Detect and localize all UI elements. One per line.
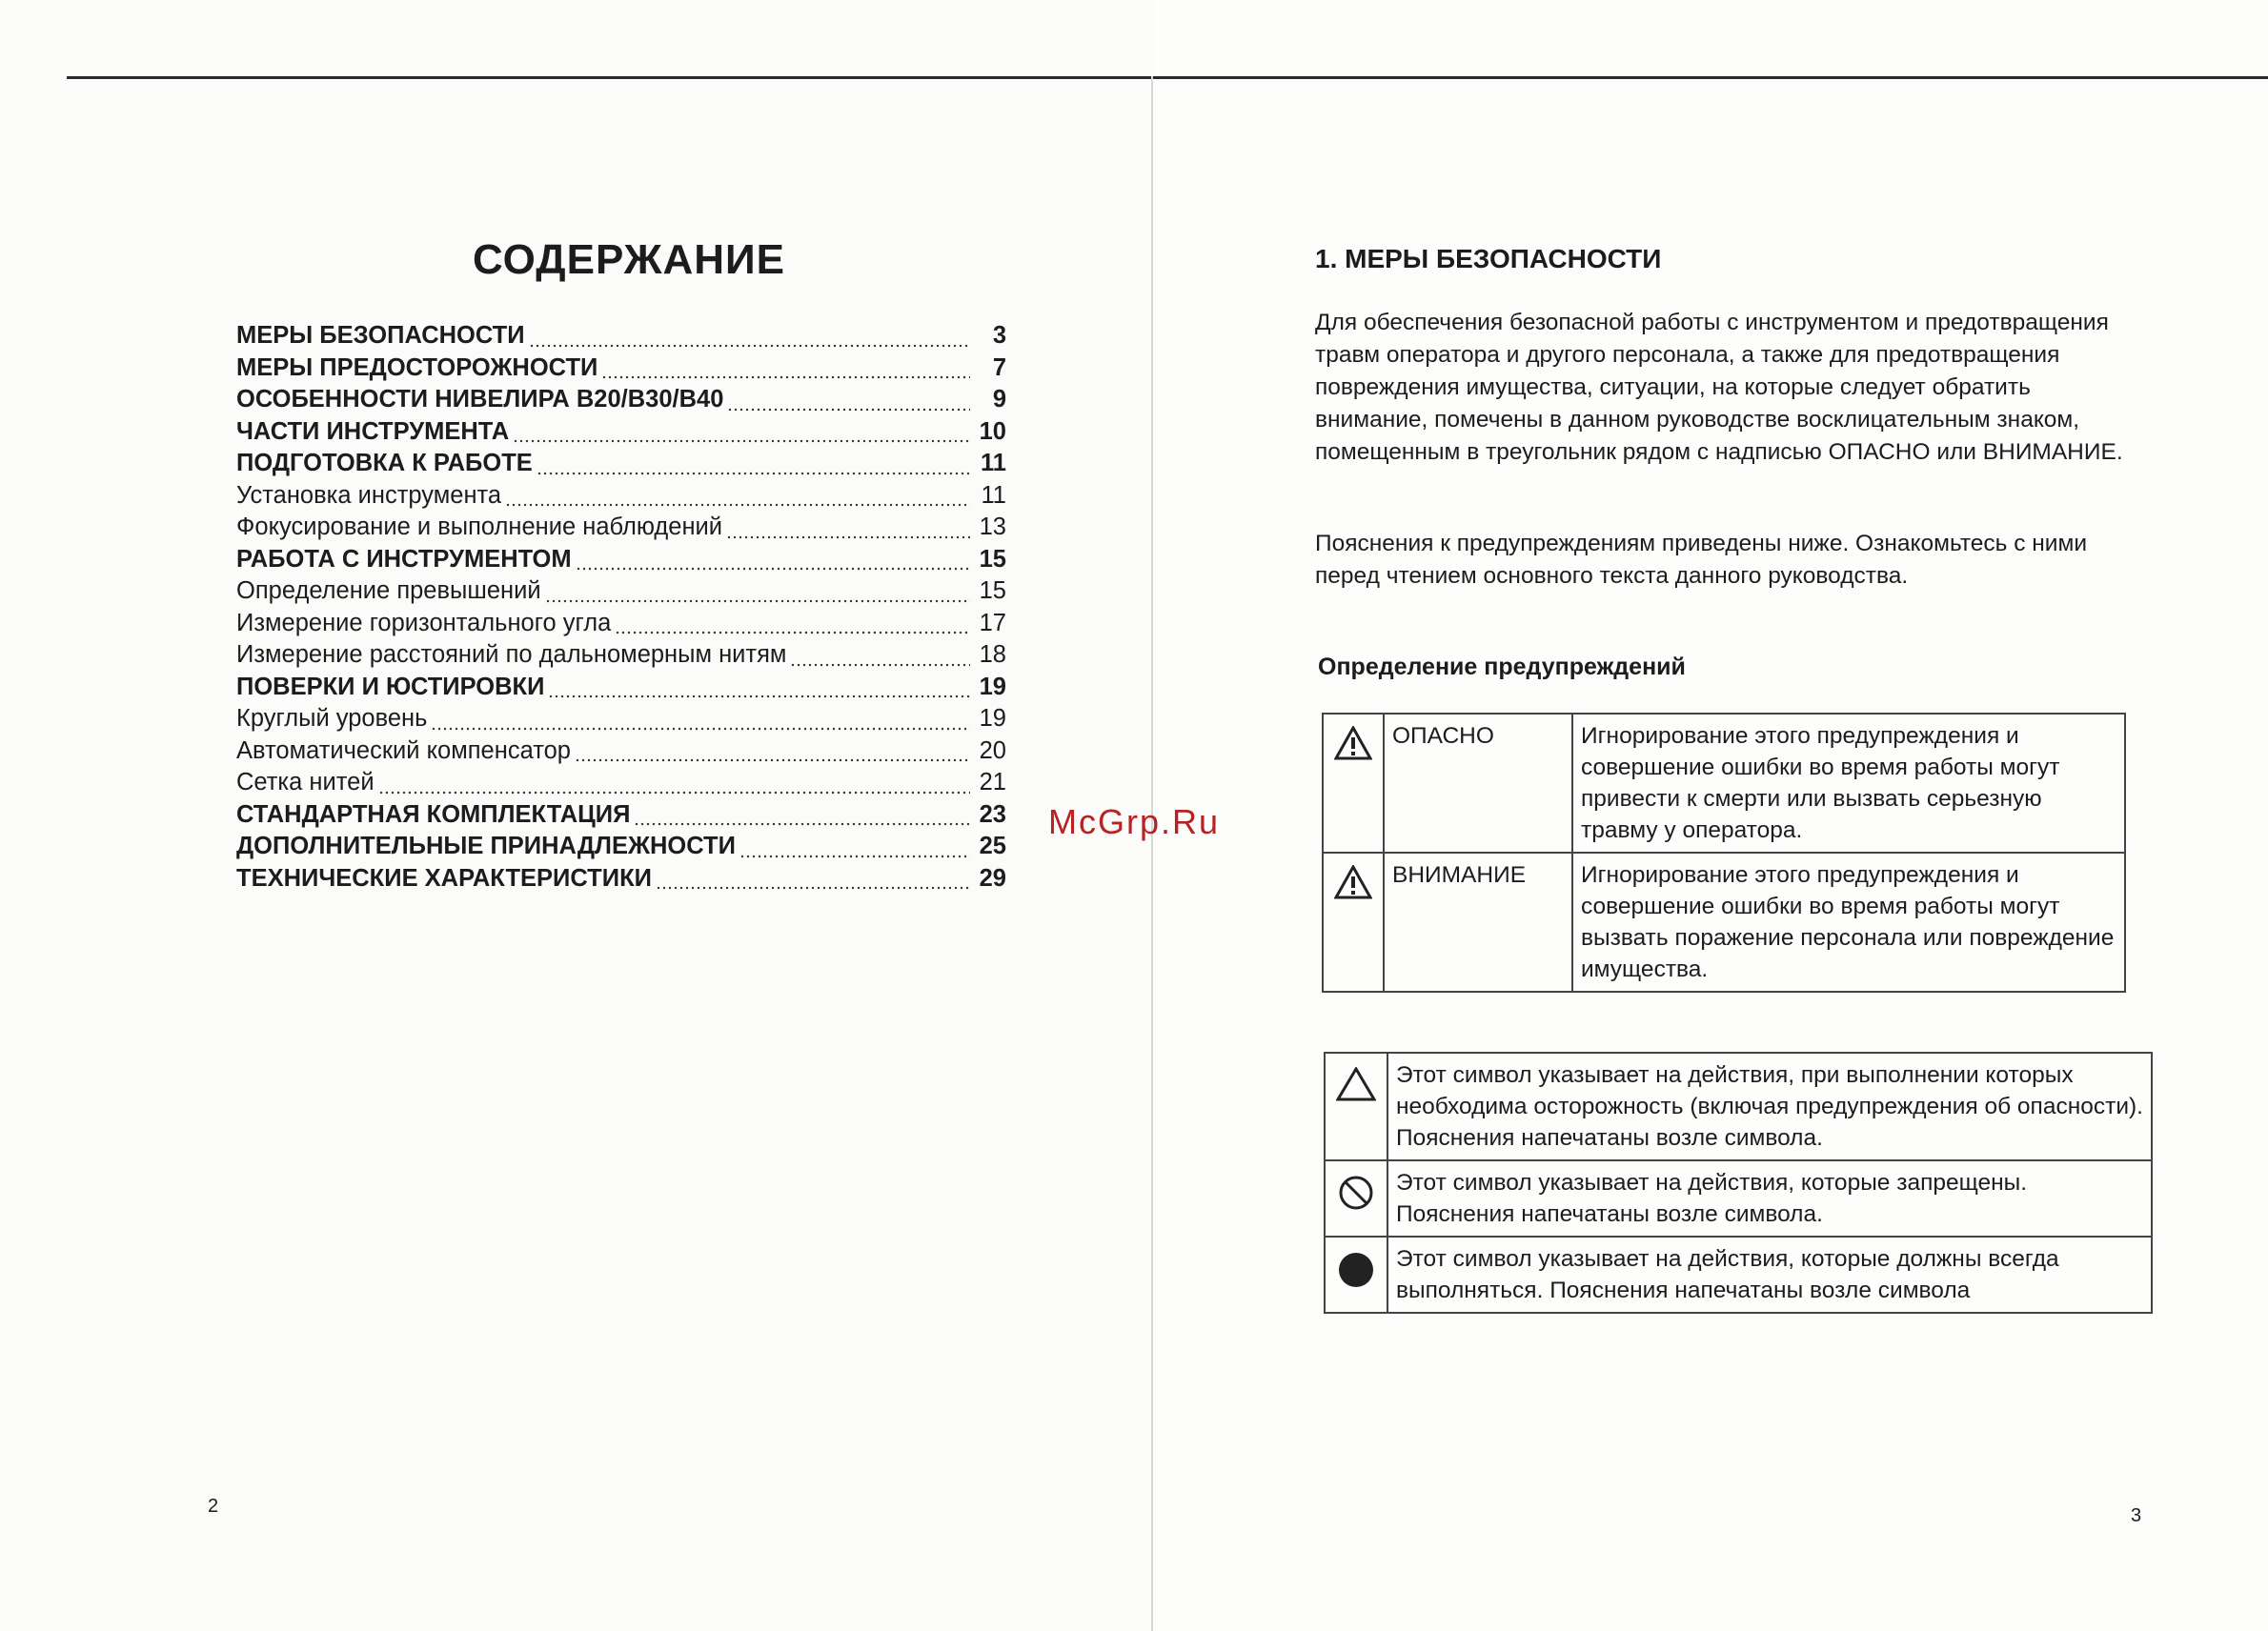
warning-name: ВНИМАНИЕ [1384,853,1572,992]
toc-entry-label: ДОПОЛНИТЕЛЬНЫЕ ПРИНАДЛЕЖНОСТИ [236,833,736,859]
toc-leader-dots [513,439,970,443]
toc-entry-page: 20 [979,736,1006,764]
toc-entry-page: 15 [979,577,1006,604]
toc-entry-page: 13 [979,513,1006,540]
toc-entry-label: Автоматический компенсатор [236,736,571,764]
table-row [1325,1237,2152,1313]
toc-entry-page: 18 [979,641,1006,668]
toc-leader-dots [727,408,970,412]
toc-entry-page: 15 [979,545,1006,573]
mandatory-dot-icon [1337,1251,1375,1289]
toc-entry-label: МЕРЫ БЕЗОПАСНОСТИ [236,322,525,349]
symbol-text: Этот символ указывает на действия, которые должны всегда выполняться. Пояснения напечатаны возле символа [1387,1237,2152,1313]
toc-title: СОДЕРЖАНИЕ [472,236,786,283]
warning-text: Игнорирование этого предупреждения и совершение ошибки во время работы могут вызвать поражение персонала или повреждение имущества. [1572,853,2125,992]
toc-entry-page: 29 [979,864,1006,892]
icon-cell [1323,853,1384,992]
toc-entry [236,865,1006,897]
table-row [1325,1160,2152,1237]
toc-entry-label: Установка инструмента [236,481,502,509]
table-row [1323,714,2125,853]
toc-entry-label: ПОДГОТОВКА К РАБОТЕ [236,450,533,476]
toc-leader-dots [739,855,970,858]
caution-triangle-icon [1336,1067,1376,1101]
toc-entry-page: 9 [992,386,1006,413]
warning-exclamation-triangle-icon [1334,865,1372,899]
top-rule [67,76,1153,79]
toc-entry-label: Измерение расстояний по дальномерным нитям [236,641,787,668]
toc-entry-label: Фокусирование и выполнение наблюдений [236,513,723,540]
toc-entry [236,801,1006,834]
toc-entry [236,737,1006,770]
definitions-title: Определение предупреждений [1318,654,1686,680]
toc-entry [236,833,1006,865]
section-title: 1. МЕРЫ БЕЗОПАСНОСТИ [1315,244,1662,273]
toc-entry [236,641,1006,674]
toc-leader-dots [505,503,970,507]
toc-entry-page: 23 [979,800,1006,828]
toc-leader-dots [576,567,970,571]
toc-leader-dots [378,791,970,795]
toc-leader-dots [575,758,970,762]
toc-leader-dots [601,375,970,379]
toc-entry-page: 19 [979,673,1006,700]
warning-text: Игнорирование этого предупреждения и совершение ошибки во время работы могут привести к смерти или вызвать серьезную травму у оператора. [1572,714,2125,853]
toc-entry-label: ЧАСТИ ИНСТРУМЕНТА [236,417,510,445]
toc-entry-label: Измерение горизонтального угла [236,609,612,636]
toc-entry-page: 19 [979,705,1006,732]
note-paragraph: Пояснения к предупреждениям приведены ниже. Ознакомьтесь с ними перед чтением основного текста данного руководства. [1315,531,2088,589]
toc-leader-dots [431,727,970,731]
intro-paragraph: Для обеспечения безопасной работы с инструментом и предотвращения травм оператора и другого персонала, а также для предотвращения повреждения имущества, ситуации, на которые следует обратить внимание, помечены в данном руководстве восклицательным знаком, помещенным в треугольник рядом с надписью ОПАСНО или ВНИМАНИЕ. [1315,310,2123,465]
toc-entry [236,577,1006,610]
toc-entry-label: Определение превышений [236,577,541,604]
symbol-text: Этот символ указывает на действия, которые запрещены. Пояснения напечатаны возле символа. [1387,1160,2152,1237]
toc-entry-page: 3 [992,322,1006,349]
page-number-right: 3 [2131,1505,2142,1526]
toc-entry-page: 21 [979,769,1006,795]
toc-leader-dots [529,344,970,348]
watermark: McGrp.Ru [1048,802,1221,841]
table-of-contents [236,322,1006,896]
toc-entry-label: Сетка нитей [236,769,375,795]
toc-entry-label: ОСОБЕННОСТИ НИВЕЛИРА В20/В30/В40 [236,386,724,413]
toc-entry-label: ТЕХНИЧЕСКИЕ ХАРАКТЕРИСТИКИ [236,864,652,892]
toc-entry [236,769,1006,801]
prohibited-icon [1338,1175,1374,1211]
symbols-table [1324,1052,2153,1314]
toc-entry-page: 10 [979,417,1006,445]
symbol-text: Этот символ указывает на действия, при выполнении которых необходима осторожность (включая предупреждения об опасности). Пояснения напечатаны возле символа. [1387,1053,2152,1160]
toc-entry-page: 25 [979,833,1006,859]
toc-entry [236,546,1006,578]
icon-cell [1325,1160,1387,1237]
toc-entry [236,418,1006,451]
page-fold [1151,76,1153,1631]
table-row [1325,1053,2152,1160]
toc-leader-dots [726,535,970,539]
table-row [1323,853,2125,992]
toc-entry-label: МЕРЫ ПРЕДОСТОРОЖНОСТИ [236,353,598,381]
toc-leader-dots [545,599,970,603]
toc-entry-page: 7 [992,353,1006,381]
warning-exclamation-triangle-icon [1334,726,1372,760]
warning-name: ОПАСНО [1384,714,1572,853]
toc-leader-dots [615,631,970,634]
toc-entry [236,482,1006,514]
toc-entry-page: 17 [979,609,1006,636]
toc-entry-page: 11 [981,450,1006,476]
toc-entry [236,513,1006,546]
toc-leader-dots [656,886,970,890]
toc-entry-label: ПОВЕРКИ И ЮСТИРОВКИ [236,673,545,700]
warning-definitions-table [1322,713,2126,993]
toc-leader-dots [537,472,970,475]
toc-entry-label: СТАНДАРТНАЯ КОМПЛЕКТАЦИЯ [236,800,631,828]
page-number-left: 2 [208,1496,219,1517]
toc-entry-label: Круглый уровень [236,705,428,732]
toc-leader-dots [790,663,970,667]
toc-entry-label: РАБОТА С ИНСТРУМЕНТОМ [236,545,572,573]
toc-entry [236,386,1006,418]
toc-entry [236,450,1006,482]
toc-entry [236,674,1006,706]
toc-entry-page: 11 [981,481,1006,509]
icon-cell [1325,1237,1387,1313]
toc-leader-dots [548,695,970,698]
toc-leader-dots [634,822,970,826]
toc-entry [236,354,1006,387]
toc-entry [236,322,1006,354]
toc-entry [236,610,1006,642]
icon-cell [1325,1053,1387,1160]
top-rule [1153,76,2268,79]
toc-entry [236,705,1006,737]
icon-cell [1323,714,1384,853]
